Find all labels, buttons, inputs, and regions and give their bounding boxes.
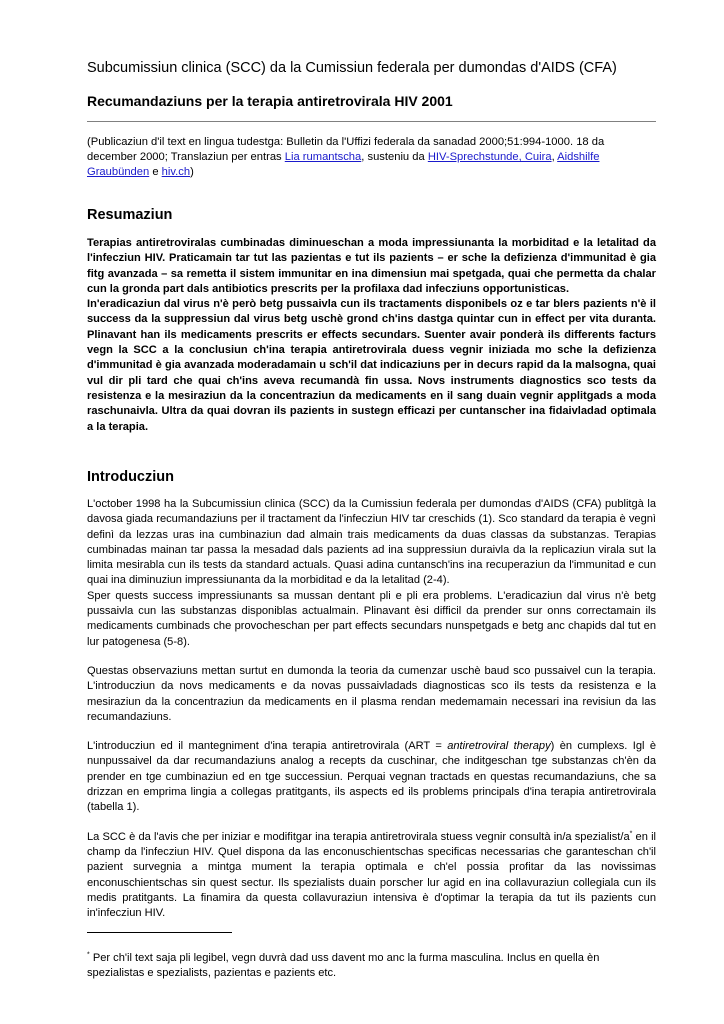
abstract-paragraph: In'eradicaziun dal virus n'è però betg pussaivla cun ils tractaments disponibels oz e tar blers pazients n'è il success da la suppressiun dal virus betg uschè grond ch'ins dastga quintar cun in effect per vita duranta. Plinavant han ils medicaments prescrits er effects secundars. Suenter avair ponderà ils differents facturs vegn la SCC a la conclusiun ch'ina terapia antiretrovirala duess vegnir iniziada mo sche la defizienza d'immunitad è gia avanzada moderadamain u sch'il dat indicaziuns per in decurs rapid da la malsogna, quai vul dir pli tard che quai ch'ins aveva recumandà fin ussa. Novs instruments diagnostics sco tests da resistenza e la mesiraziun da la concentraziun da medicaments en il sang duain vegnir applitgads a moda raschunaivla. Ultra da quai dovran ils pazients in sustegn efficazi per cuntanscher ina fidaivladad optimala a la terapia. xyxy=(87,298,656,433)
publication-text: , xyxy=(551,151,558,163)
introduction-heading: Introducziun xyxy=(87,469,174,485)
footnote-reference: * xyxy=(629,829,633,837)
link-hiv-ch[interactable]: hiv.ch xyxy=(161,166,191,178)
intro-text: L'introducziun ed il mantegniment d'ina terapia antiretrovirala (ART = xyxy=(87,740,448,753)
header-divider xyxy=(87,121,656,122)
intro-paragraph xyxy=(87,830,656,922)
intro-paragraph: Questas observaziuns mettan surtut en dumonda la teoria da cumenzar uschè baud sco pussaivel cun la terapia. L'introducziun da novs medicaments e da novas pussaivladads diagnosticas sco ils tests da resistenza e la mesiraziun da la concentraziun da medicaments en il plasma rendan medemamain necessari ina revisiun da las recumandaziuns. xyxy=(87,664,656,723)
publication-text: e xyxy=(149,166,162,178)
link-aidshilfe[interactable]: Aidshilfe Graubünden xyxy=(87,151,600,178)
abstract-heading: Resumaziun xyxy=(87,207,173,223)
introduction-body xyxy=(87,497,656,921)
footnote xyxy=(87,951,656,981)
intro-paragraph xyxy=(87,739,656,815)
intro-emphasis: antiretroviral therapy xyxy=(447,740,551,753)
publication-note xyxy=(87,135,656,180)
intro-text: La SCC è da l'avis che per iniziar e modifitgar ina terapia antiretrovirala stuess vegnir consultà in/a spezialist/a xyxy=(87,830,630,843)
link-hiv-sprechstunde[interactable]: HIV-Sprechstunde, Cuira xyxy=(427,151,552,163)
publication-text: , susteniu da xyxy=(361,151,428,163)
intro-paragraph: L'october 1998 ha la Subcumissiun clinica (SCC) da la Cumissiun federala per dumondas d'AIDS (CFA) publitgà la davosa giada recumandaziuns per il tractament da l'infecziun HIV tar creschids (1). Sco standard da terapia è vegnì definì da lezzas uras ina cumbinaziun dad almain trais medicaments da duas classas da substanzas. Terapias cumbinadas mainan tar passa la mesadad dals pazients ad ina suppressiun duraivla da la replicaziun virala sut la limita mesirabla cun ils tests da standard actuals. Quasi adina cuntansch'ins ina recuperaziun da l'immunitad e cun quai ina diminuziun impressiunanta da la morbiditad e da la letalitad (2-4). xyxy=(87,498,656,587)
abstract-body xyxy=(87,236,656,435)
document-title: Recumandaziuns per la terapia antiretrovirala HIV 2001 xyxy=(87,93,453,109)
intro-text: ) èn cumplexs. Igl è nunpussaivel da dar recumandaziuns analog a recepts da cuschinar, che inditgeschan tge substanzas ch'èn da prender en tge cumbinaziun ed en tge successiun. Perquai vegnan tractads en questas recumandaziuns, che sa drizzan en emprima lingia a collegas pratitgants, ils aspects ed ils problems principals d'ina terapia antiretrovirala (tabella 1). xyxy=(87,740,656,814)
footnote-marker: * xyxy=(87,951,90,959)
abstract-paragraph: Terapias antiretroviralas cumbinadas diminueschan a moda impressiunanta la morbiditad e la letalitad da l'infecziun HIV. Praticamain tar tut las pazientas e tut ils pazients – er sche la defizienza d'immunitad è gia fitg avanzada – sa remetta il sistem immunitar en ina dimensiun mai spetgada, quai che permetta da chalar cun la gronda part dals antibiotics prescrits per la profilaxa dad infecziuns opportunisticas. xyxy=(87,237,656,295)
footnote-divider xyxy=(87,932,232,933)
publication-text: ) xyxy=(190,166,194,178)
footnote-text: Per ch'il text saja pli legibel, vegn duvrà dad uss davent mo anc la furma masculina. Inclus en quella èn spezialistas e spezialists, pazientas e pazients etc. xyxy=(87,952,600,979)
intro-text: en il champ da l'infecziun HIV. Quel dispona da las enconuschientschas specificas necessarias che garanteschan ch'il pazient survegnia a mintga mument la terapia optimala e ch'el possia profitar da las novissimas enconuschientschas sin quest sectur. Ils spezialists duain porscher lur agid en ina collavuraziun collegiala cun ils medis pratitgants. La finamira da questa collavuraziun intensiva è d'optimar la terapia da tut ils pazients cun in'infecziun HIV. xyxy=(87,830,656,920)
publication-text: (Publicaziun d'il text en lingua tudestga: Bulletin da l'Uffizi federala da sanadad 2000;51:994-1000. 18 da december 2000; Translaziun per entras xyxy=(87,136,605,163)
commission-header: Subcumissiun clinica (SCC) da la Cumissiun federala per dumondas d'AIDS (CFA) xyxy=(87,60,617,76)
link-lia-rumantscha[interactable]: Lia rumantscha xyxy=(284,151,362,163)
intro-paragraph: Sper quests success impressiunants sa mussan dentant pli e pli era problems. L'eradicaziun dal virus n'è betg pussaivla cun las substanzas disponiblas actualmain. Plinavant èsi difficil da prender sur onns correctamain ils medicaments cumbinads che provocheschan per part effects secundars nunspetgads e betg anc chapids dal tut en lur patogenesa (5-8). xyxy=(87,589,656,648)
